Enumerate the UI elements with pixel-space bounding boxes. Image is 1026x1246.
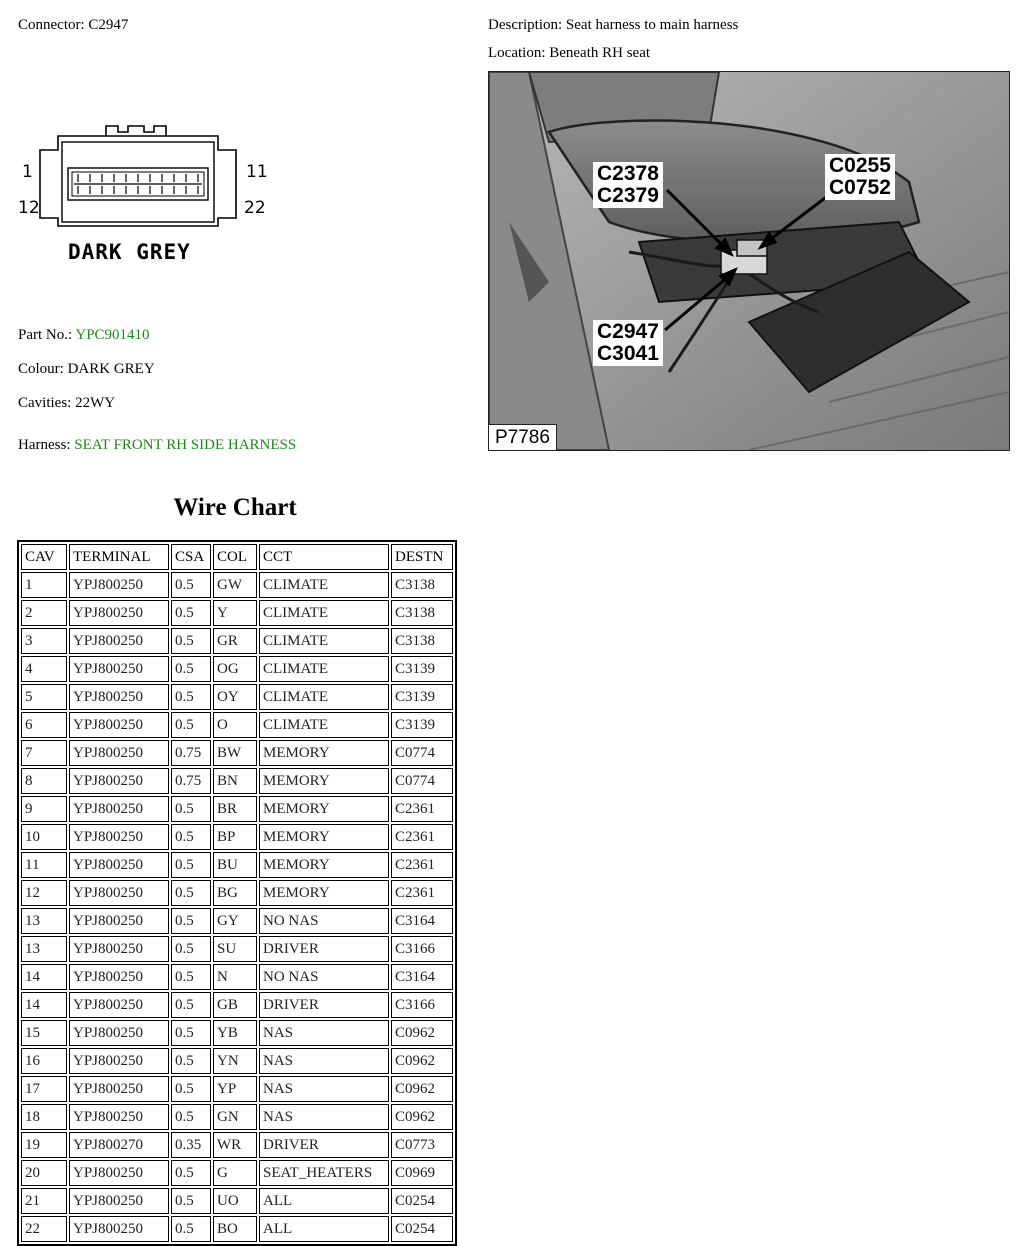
- description-line: [488, 17, 738, 34]
- colour-value: DARK GREY: [67, 361, 155, 377]
- callout-c2378-c2379: [593, 162, 663, 208]
- cell-destn: C3139: [391, 712, 453, 738]
- cell-cav: 14: [21, 992, 67, 1018]
- cell-destn: C0962: [391, 1076, 453, 1102]
- connector-face-diagram: [18, 122, 278, 272]
- cell-destn: C0962: [391, 1048, 453, 1074]
- cell-cav: 21: [21, 1188, 67, 1214]
- cell-col: BW: [213, 740, 257, 766]
- table-row: [21, 1188, 453, 1214]
- harness-line: [18, 437, 296, 454]
- cell-cct: MEMORY: [259, 740, 389, 766]
- cell-destn: C0962: [391, 1104, 453, 1130]
- cell-cct: CLIMATE: [259, 572, 389, 598]
- table-row: [21, 740, 453, 766]
- cell-destn: C0969: [391, 1160, 453, 1186]
- cell-terminal: YPJ800250: [69, 684, 169, 710]
- table-row: [21, 1132, 453, 1158]
- cell-cav: 10: [21, 824, 67, 850]
- cell-cav: 18: [21, 1104, 67, 1130]
- cell-cct: CLIMATE: [259, 712, 389, 738]
- cell-destn: C3164: [391, 908, 453, 934]
- cell-csa: 0.5: [171, 964, 211, 990]
- cell-cav: 8: [21, 768, 67, 794]
- cell-col: OY: [213, 684, 257, 710]
- cell-terminal: YPJ800250: [69, 628, 169, 654]
- col-header-cct: CCT: [259, 544, 389, 570]
- cell-col: GB: [213, 992, 257, 1018]
- cell-cav: 6: [21, 712, 67, 738]
- cell-terminal: YPJ800250: [69, 880, 169, 906]
- cell-cav: 2: [21, 600, 67, 626]
- pin-11-label: 11: [246, 162, 268, 182]
- cell-csa: 0.5: [171, 992, 211, 1018]
- cell-destn: C0774: [391, 768, 453, 794]
- callout-c0255-c0752: [825, 154, 895, 200]
- cell-cct: NAS: [259, 1104, 389, 1130]
- description-value: Seat harness to main harness: [565, 17, 739, 33]
- callout-c2379: C2379: [597, 184, 659, 207]
- table-row: [21, 964, 453, 990]
- cell-destn: C3164: [391, 964, 453, 990]
- cell-destn: C3138: [391, 600, 453, 626]
- pin-12-label: 12: [18, 198, 40, 218]
- part-no-link[interactable]: YPC901410: [75, 327, 150, 343]
- location-photo: [488, 71, 1010, 451]
- cell-col: YP: [213, 1076, 257, 1102]
- cell-csa: 0.5: [171, 1048, 211, 1074]
- cell-cct: DRIVER: [259, 936, 389, 962]
- cell-terminal: YPJ800250: [69, 852, 169, 878]
- cell-cav: 7: [21, 740, 67, 766]
- cell-csa: 0.5: [171, 908, 211, 934]
- table-row: [21, 1020, 453, 1046]
- cell-col: WR: [213, 1132, 257, 1158]
- cell-terminal: YPJ800250: [69, 712, 169, 738]
- cell-cct: DRIVER: [259, 992, 389, 1018]
- cell-csa: 0.35: [171, 1132, 211, 1158]
- cell-cav: 14: [21, 964, 67, 990]
- table-row: [21, 1104, 453, 1130]
- cell-cav: 1: [21, 572, 67, 598]
- cell-terminal: YPJ800250: [69, 572, 169, 598]
- cell-csa: 0.5: [171, 1216, 211, 1242]
- cell-destn: C2361: [391, 796, 453, 822]
- cell-cct: CLIMATE: [259, 600, 389, 626]
- cell-cav: 9: [21, 796, 67, 822]
- cell-cav: 20: [21, 1160, 67, 1186]
- cell-terminal: YPJ800250: [69, 1076, 169, 1102]
- cell-cct: MEMORY: [259, 852, 389, 878]
- colour-line: [18, 361, 155, 378]
- cell-col: OG: [213, 656, 257, 682]
- col-header-destn: DESTN: [391, 544, 453, 570]
- cell-col: GW: [213, 572, 257, 598]
- cell-terminal: YPJ800250: [69, 964, 169, 990]
- cell-cct: ALL: [259, 1216, 389, 1242]
- table-row: [21, 1160, 453, 1186]
- cell-destn: C2361: [391, 824, 453, 850]
- connector-label: Connector:: [18, 17, 85, 33]
- table-row: [21, 796, 453, 822]
- part-no-label: Part No.:: [18, 327, 73, 343]
- cell-csa: 0.5: [171, 628, 211, 654]
- table-row: [21, 908, 453, 934]
- table-row: [21, 880, 453, 906]
- wire-table-body: [21, 572, 453, 1242]
- cell-csa: 0.5: [171, 600, 211, 626]
- colour-label: Colour:: [18, 361, 64, 377]
- cell-col: GN: [213, 1104, 257, 1130]
- cell-cct: SEAT_HEATERS: [259, 1160, 389, 1186]
- cell-terminal: YPJ800250: [69, 1160, 169, 1186]
- cell-terminal: YPJ800250: [69, 740, 169, 766]
- cell-col: YB: [213, 1020, 257, 1046]
- cell-csa: 0.5: [171, 1104, 211, 1130]
- cell-cav: 4: [21, 656, 67, 682]
- wire-chart-title: Wire Chart: [173, 494, 297, 521]
- cell-cav: 13: [21, 908, 67, 934]
- cell-destn: C0774: [391, 740, 453, 766]
- cell-cct: NO NAS: [259, 964, 389, 990]
- cell-cct: ALL: [259, 1188, 389, 1214]
- cell-cav: 19: [21, 1132, 67, 1158]
- connector-colour-caption: DARK GREY: [68, 240, 191, 264]
- cell-terminal: YPJ800250: [69, 768, 169, 794]
- cell-terminal: YPJ800250: [69, 824, 169, 850]
- cell-col: UO: [213, 1188, 257, 1214]
- table-row: [21, 936, 453, 962]
- cell-cct: MEMORY: [259, 824, 389, 850]
- cell-terminal: YPJ800250: [69, 656, 169, 682]
- callout-c0752: C0752: [829, 176, 891, 199]
- callout-c2378: C2378: [597, 162, 659, 185]
- cell-terminal: YPJ800250: [69, 992, 169, 1018]
- cell-col: G: [213, 1160, 257, 1186]
- cell-csa: 0.5: [171, 712, 211, 738]
- cell-destn: C3139: [391, 684, 453, 710]
- cell-destn: C0254: [391, 1188, 453, 1214]
- table-row: [21, 628, 453, 654]
- cell-cav: 13: [21, 936, 67, 962]
- connector-line: [18, 17, 128, 34]
- cell-col: Y: [213, 600, 257, 626]
- cell-col: BN: [213, 768, 257, 794]
- location-label: Location:: [488, 45, 546, 61]
- connector-outline: [18, 122, 278, 232]
- cell-cct: MEMORY: [259, 768, 389, 794]
- table-row: [21, 684, 453, 710]
- cell-csa: 0.5: [171, 1188, 211, 1214]
- harness-label: Harness:: [18, 437, 71, 453]
- table-row: [21, 852, 453, 878]
- cell-csa: 0.5: [171, 936, 211, 962]
- cell-cct: NAS: [259, 1076, 389, 1102]
- cell-csa: 0.5: [171, 1160, 211, 1186]
- cell-csa: 0.75: [171, 740, 211, 766]
- cell-destn: C3138: [391, 572, 453, 598]
- cell-csa: 0.5: [171, 1076, 211, 1102]
- col-header-col: COL: [213, 544, 257, 570]
- description-label: Description:: [488, 17, 563, 33]
- cell-cct: NAS: [259, 1020, 389, 1046]
- cell-csa: 0.5: [171, 572, 211, 598]
- cell-cav: 12: [21, 880, 67, 906]
- cell-csa: 0.75: [171, 768, 211, 794]
- cavities-line: [18, 395, 115, 412]
- table-row: [21, 1048, 453, 1074]
- col-header-csa: CSA: [171, 544, 211, 570]
- cell-terminal: YPJ800250: [69, 1048, 169, 1074]
- col-header-terminal: TERMINAL: [69, 544, 169, 570]
- cell-csa: 0.5: [171, 852, 211, 878]
- cell-csa: 0.5: [171, 1020, 211, 1046]
- cell-col: GR: [213, 628, 257, 654]
- cell-col: BU: [213, 852, 257, 878]
- cell-cct: CLIMATE: [259, 684, 389, 710]
- callout-c2947-c3041: [593, 320, 663, 366]
- cell-cct: MEMORY: [259, 880, 389, 906]
- cell-cct: DRIVER: [259, 1132, 389, 1158]
- cell-csa: 0.5: [171, 880, 211, 906]
- cell-terminal: YPJ800250: [69, 908, 169, 934]
- cell-destn: C3166: [391, 992, 453, 1018]
- cell-cav: 16: [21, 1048, 67, 1074]
- harness-link[interactable]: SEAT FRONT RH SIDE HARNESS: [74, 437, 297, 453]
- cell-destn: C2361: [391, 852, 453, 878]
- cell-terminal: YPJ800250: [69, 1188, 169, 1214]
- table-row: [21, 656, 453, 682]
- cell-destn: C3138: [391, 628, 453, 654]
- table-row: [21, 572, 453, 598]
- cell-col: SU: [213, 936, 257, 962]
- cell-csa: 0.5: [171, 656, 211, 682]
- cell-cav: 22: [21, 1216, 67, 1242]
- location-value: Beneath RH seat: [549, 45, 651, 61]
- table-row: [21, 1216, 453, 1242]
- cavities-value: 22WY: [75, 395, 116, 411]
- wire-table-header-row: [21, 544, 453, 570]
- cell-destn: C3139: [391, 656, 453, 682]
- cell-col: YN: [213, 1048, 257, 1074]
- cell-destn: C2361: [391, 880, 453, 906]
- cell-cct: NAS: [259, 1048, 389, 1074]
- table-row: [21, 992, 453, 1018]
- figure-id: P7786: [489, 424, 557, 450]
- cell-col: O: [213, 712, 257, 738]
- wire-chart-table: [17, 540, 457, 1246]
- location-line: [488, 45, 650, 62]
- cell-cav: 11: [21, 852, 67, 878]
- table-row: [21, 1076, 453, 1102]
- cell-col: GY: [213, 908, 257, 934]
- callout-c0255: C0255: [829, 154, 891, 177]
- cell-cav: 5: [21, 684, 67, 710]
- table-row: [21, 824, 453, 850]
- table-row: [21, 600, 453, 626]
- seat-illustration: [489, 72, 1009, 450]
- table-row: [21, 712, 453, 738]
- cell-destn: C0773: [391, 1132, 453, 1158]
- part-no-line: [18, 327, 150, 344]
- cell-cct: CLIMATE: [259, 628, 389, 654]
- cell-col: BO: [213, 1216, 257, 1242]
- cell-col: BR: [213, 796, 257, 822]
- cell-cav: 17: [21, 1076, 67, 1102]
- cell-terminal: YPJ800250: [69, 796, 169, 822]
- pin-22-label: 22: [244, 198, 266, 218]
- cell-col: N: [213, 964, 257, 990]
- cell-terminal: YPJ800270: [69, 1132, 169, 1158]
- cell-col: BG: [213, 880, 257, 906]
- cell-terminal: YPJ800250: [69, 600, 169, 626]
- cell-destn: C3166: [391, 936, 453, 962]
- col-header-cav: CAV: [21, 544, 67, 570]
- cell-col: BP: [213, 824, 257, 850]
- callout-c3041: C3041: [597, 342, 659, 365]
- cell-cct: NO NAS: [259, 908, 389, 934]
- pin-1-label: 1: [22, 162, 33, 182]
- cell-terminal: YPJ800250: [69, 1216, 169, 1242]
- table-row: [21, 768, 453, 794]
- cell-cav: 15: [21, 1020, 67, 1046]
- cell-cct: MEMORY: [259, 796, 389, 822]
- cell-destn: C0962: [391, 1020, 453, 1046]
- callout-c2947: C2947: [597, 320, 659, 343]
- cell-terminal: YPJ800250: [69, 1104, 169, 1130]
- cell-csa: 0.5: [171, 796, 211, 822]
- cell-cct: CLIMATE: [259, 656, 389, 682]
- cell-destn: C0254: [391, 1216, 453, 1242]
- cell-cav: 3: [21, 628, 67, 654]
- cell-csa: 0.5: [171, 824, 211, 850]
- cell-terminal: YPJ800250: [69, 1020, 169, 1046]
- cell-csa: 0.5: [171, 684, 211, 710]
- cell-terminal: YPJ800250: [69, 936, 169, 962]
- connector-value: C2947: [88, 17, 129, 33]
- cavities-label: Cavities:: [18, 395, 72, 411]
